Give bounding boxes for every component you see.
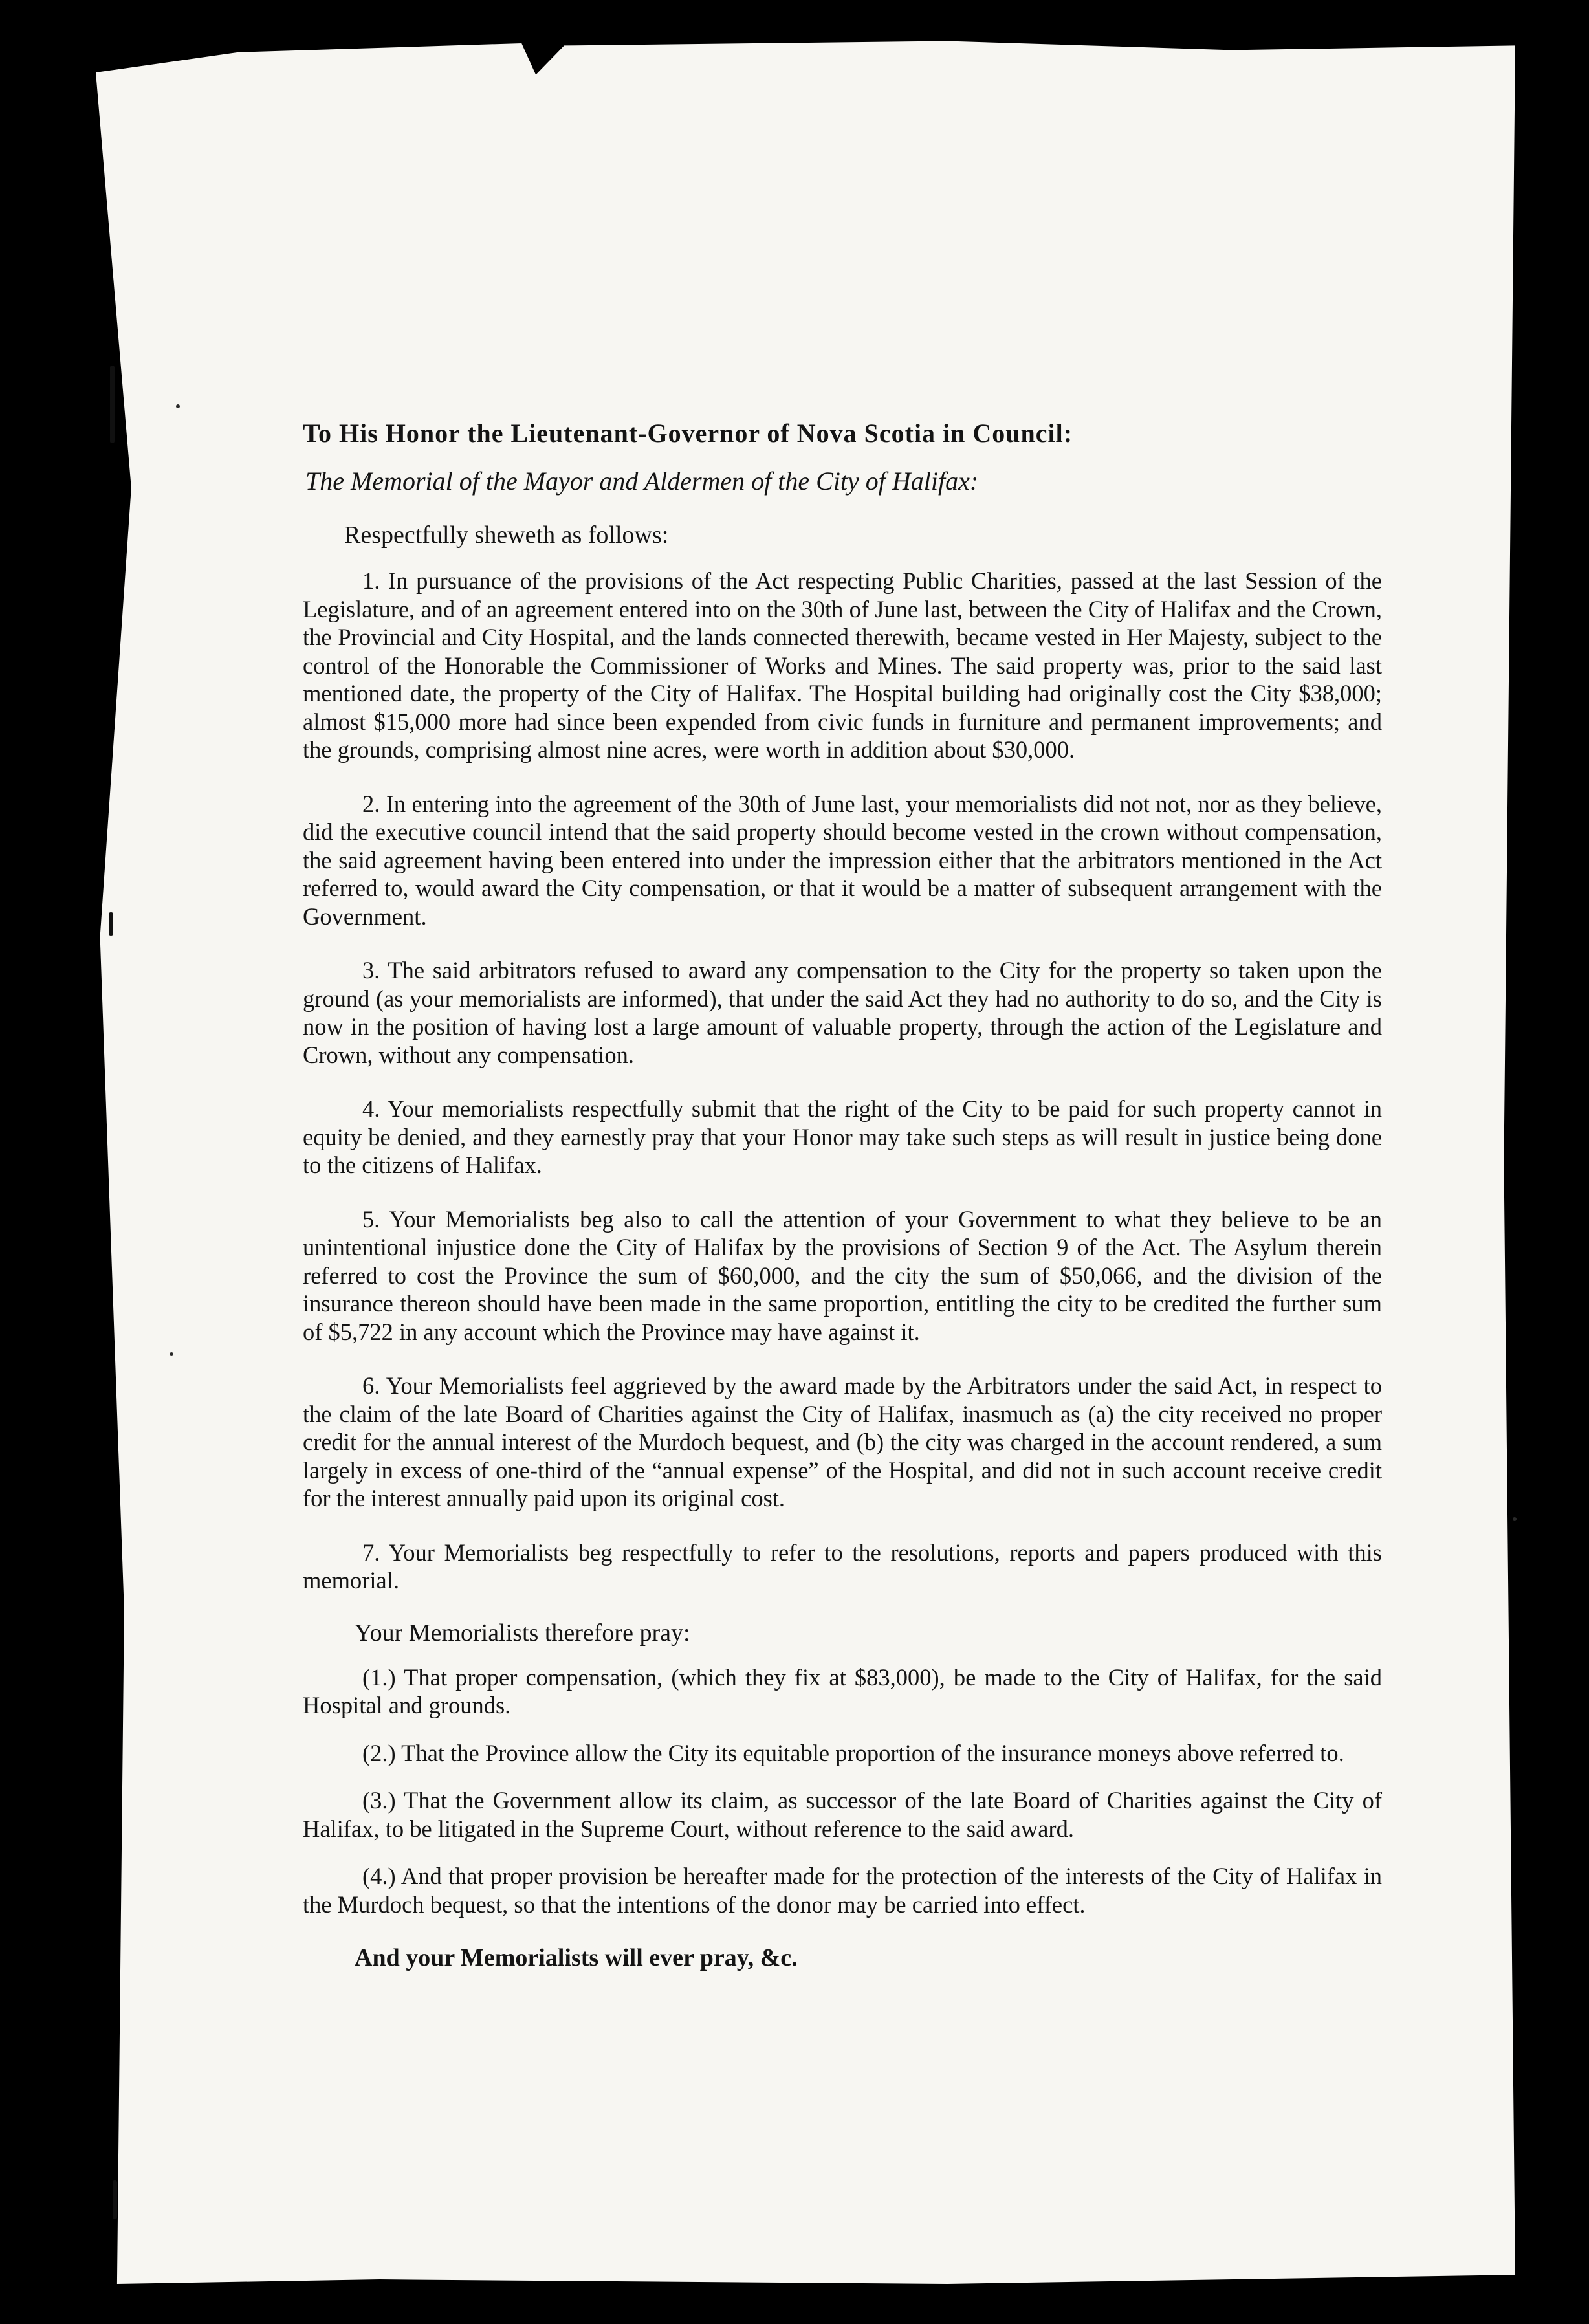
paragraph-5: 5. Your Memorialists beg also to call the attention of your Government to what they believe to be an unintentional injustice done the City of Halifax by the provisions of Section 9 of the Act. The Asylum therein referred to cost the Province the sum of $60,000, and the city the sum of $50,066, and the division of the insurance thereon should have been made in the same proportion, entitling the city to be credited the further sum of $5,722 in any account which the Province may have against it.	[303, 1205, 1382, 1345]
memorial-title: The Memorial of the Mayor and Aldermen of the City of Halifax:	[305, 466, 979, 496]
paragraph-1: 1. In pursuance of the provisions of the Act respecting Public Charities, passed at the last Session of the Legislature, and of an agreement entered into on the 30th of June last, between the City of Halifax and the Crown, the Provincial and City Hospital, and the lands connected therewith, became vested in Her Majesty, subject to the control of the Honorable the Commissioner of Works and Mines. The said property was, prior to the said last mentioned date, the property of the City of Halifax. The Hospital building had originally cost the City $38,000; almost $15,000 more had since been expended from civic funds in furniture and permanent improvements; and the grounds, comprising almost nine acres, were worth in addition about $30,000.	[303, 567, 1382, 763]
intro-line: Respectfully sheweth as follows:	[344, 521, 669, 549]
closing-line: And your Memorialists will ever pray, &c.	[355, 1944, 798, 1971]
paragraph-4: 4. Your memorialists respectfully submit that the right of the City to be paid for such property cannot in equity be denied, and they earnestly pray that your Honor may take such steps as will result in justice being done to the citizens of Halifax.	[303, 1095, 1382, 1178]
binding-mark	[110, 366, 115, 443]
memorial-text	[303, 414, 1382, 1974]
paragraph-3: 3. The said arbitrators refused to award any compensation to the City for the property so taken upon the ground (as your memorialists are informed), that under the said Act they had no authority to do so, and the City is now in the position of having lost a large amount of valuable property, through the action of the Legislature and Crown, without any compensation.	[303, 957, 1382, 1068]
binding-mark	[113, 2180, 117, 2219]
paragraph-7: 7. Your Memorialists beg respectfully to refer to the resolutions, reports and papers produced with this memorial.	[303, 1539, 1382, 1594]
stray-mark	[1513, 1517, 1517, 1521]
prayer-1: (1.) That proper compensation, (which they fix at $83,000), be made to the City of Halifax, for the said Hospital and grounds.	[303, 1663, 1382, 1718]
paragraph-2: 2. In entering into the agreement of the 30th of June last, your memorialists did not not, nor as they believe, did the executive council intend that the said property should become vested in the crown without compensation, the said agreement having been entered into under the impression either that the arbitrators mentioned in the Act referred to, would award the City compensation, or that it would be a matter of subsequent arrangement with the Government.	[303, 790, 1382, 930]
prayer-intro: Your Memorialists therefore pray:	[355, 1619, 690, 1647]
paragraph-6: 6. Your Memorialists feel aggrieved by the award made by the Arbitrators under the said Act, in respect to the claim of the late Board of Charities against the City of Halifax, inasmuch as (a) the city received no proper credit for the annual interest of the Murdoch bequest, and (b) the city was charged in the account rendered, a sum largely in excess of one-third of the “annual expense” of the Hospital, and did not in such account receive credit for the interest annually paid upon its original cost.	[303, 1372, 1382, 1511]
prayer-4: (4.) And that proper provision be hereafter made for the protection of the interests of the City of Halifax in the Murdoch bequest, so that the intentions of the donor may be carried into effect.	[303, 1863, 1382, 1918]
address-heading: To His Honor the Lieutenant-Governor of Nova Scotia in Council:	[303, 419, 1073, 448]
stray-mark	[170, 1352, 173, 1356]
prayer-2: (2.) That the Province allow the City its equitable proportion of the insurance moneys above referred to.	[362, 1739, 1344, 1766]
binding-mark	[109, 912, 113, 936]
stray-mark	[176, 404, 180, 408]
prayer-3: (3.) That the Government allow its claim, as successor of the late Board of Charities against the City of Halifax, to be litigated in the Supreme Court, without reference to the said award.	[303, 1787, 1382, 1842]
